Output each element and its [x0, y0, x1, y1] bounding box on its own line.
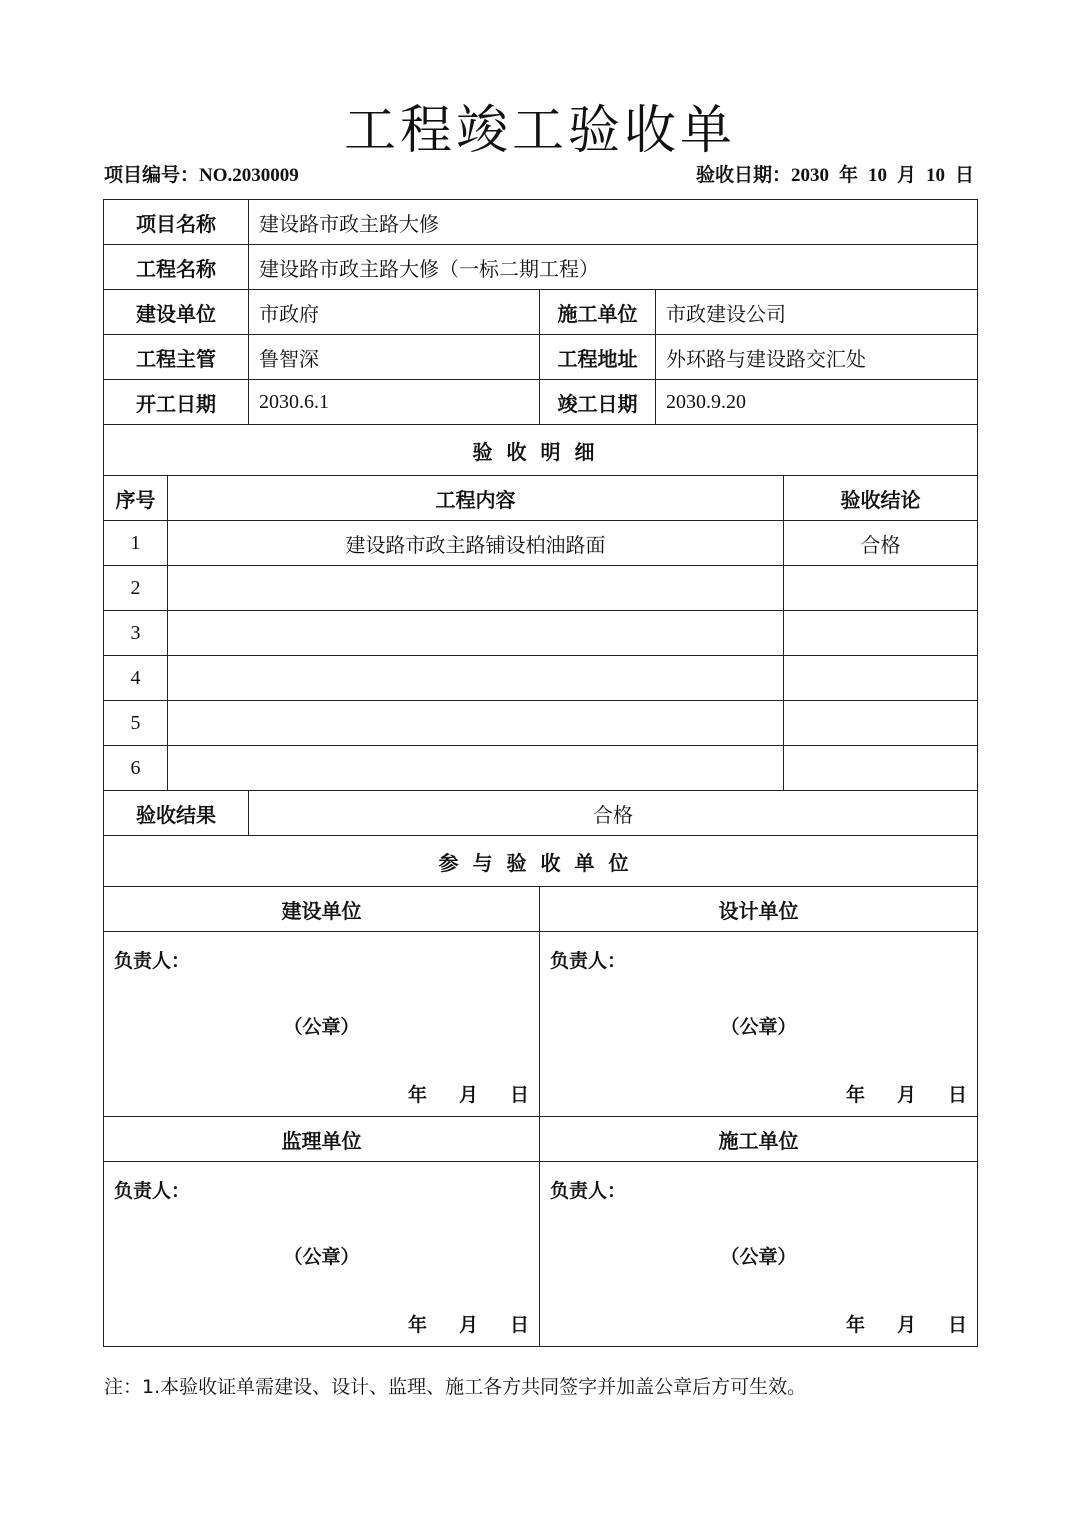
signature-box-supervisor	[104, 1162, 540, 1347]
project-name-value: 建设路市政主路大修	[249, 200, 978, 245]
signature-box-contractor	[540, 1162, 978, 1347]
unit-header-builder: 建设单位	[104, 887, 540, 932]
start-date-value: 2030.6.1	[249, 380, 540, 425]
table-row	[104, 701, 978, 746]
table-row	[104, 566, 978, 611]
manager-value: 鲁智深	[249, 335, 540, 380]
final-result-value: 合格	[249, 791, 978, 836]
row-number: 2	[104, 566, 168, 611]
row-result: 合格	[784, 521, 978, 566]
final-result-label: 验收结果	[104, 791, 249, 836]
row-result	[784, 656, 978, 701]
table-row	[104, 611, 978, 656]
signature-date	[376, 1080, 529, 1107]
builder-label: 建设单位	[104, 290, 249, 335]
month-unit: 月	[896, 164, 916, 186]
table-row	[104, 746, 978, 791]
acceptance-month: 10	[867, 165, 887, 186]
column-header-no: 序号	[104, 476, 168, 521]
details-section-title: 验收明细	[104, 425, 978, 476]
engineering-name-label: 工程名称	[104, 245, 249, 290]
date-year: 年	[407, 1084, 427, 1106]
units-row	[104, 290, 978, 335]
row-result	[784, 701, 978, 746]
date-year: 年	[407, 1314, 427, 1336]
seal-label: （公章）	[283, 1246, 360, 1268]
year-unit: 年	[838, 164, 858, 186]
signature-date	[814, 1310, 967, 1337]
footnote: 注：1.本验收证单需建设、设计、监理、施工各方共同签字并加盖公章后方可生效。	[104, 1376, 807, 1398]
row-content	[168, 746, 784, 791]
date-day: 日	[509, 1084, 529, 1106]
details-section-row	[104, 425, 978, 476]
row-number: 1	[104, 521, 168, 566]
date-day: 日	[947, 1084, 967, 1106]
acceptance-form-table	[103, 199, 978, 1347]
unit-header-supervisor: 监理单位	[104, 1117, 540, 1162]
column-header-result: 验收结论	[784, 476, 978, 521]
person-in-charge-label: 负责人：	[550, 950, 627, 972]
row-result	[784, 566, 978, 611]
acceptance-day: 10	[925, 165, 945, 186]
contractor-value: 市政建设公司	[656, 290, 978, 335]
table-row	[104, 656, 978, 701]
column-header-content: 工程内容	[168, 476, 784, 521]
end-date-label: 竣工日期	[540, 380, 656, 425]
address-value: 外环路与建设路交汇处	[656, 335, 978, 380]
acceptance-date	[696, 160, 974, 187]
manager-label: 工程主管	[104, 335, 249, 380]
row-content	[168, 701, 784, 746]
date-year: 年	[845, 1314, 865, 1336]
parties-section-title: 参与验收单位	[104, 836, 978, 887]
table-row	[104, 521, 978, 566]
row-content	[168, 656, 784, 701]
parties-header-row-1	[104, 887, 978, 932]
row-number: 4	[104, 656, 168, 701]
date-month: 月	[896, 1314, 916, 1336]
row-content: 建设路市政主路铺设柏油路面	[168, 521, 784, 566]
row-content	[168, 566, 784, 611]
project-name-label: 项目名称	[104, 200, 249, 245]
builder-value: 市政府	[249, 290, 540, 335]
signature-box-designer	[540, 932, 978, 1117]
seal-label: （公章）	[720, 1246, 797, 1268]
signature-date	[814, 1080, 967, 1107]
row-result	[784, 746, 978, 791]
acceptance-date-label: 验收日期：	[695, 164, 791, 186]
row-number: 3	[104, 611, 168, 656]
date-month: 月	[896, 1084, 916, 1106]
signature-row-1	[104, 932, 978, 1117]
row-content	[168, 611, 784, 656]
end-date-value: 2030.9.20	[656, 380, 978, 425]
unit-header-designer: 设计单位	[540, 887, 978, 932]
signature-box-builder	[104, 932, 540, 1117]
seal-label: （公章）	[720, 1016, 797, 1038]
manager-row	[104, 335, 978, 380]
day-unit: 日	[954, 164, 974, 186]
acceptance-year: 2030	[790, 165, 829, 186]
date-month: 月	[458, 1084, 478, 1106]
start-date-label: 开工日期	[104, 380, 249, 425]
engineering-name-value: 建设路市政主路大修（一标二期工程）	[249, 245, 978, 290]
person-in-charge-label: 负责人：	[114, 1180, 191, 1202]
project-number	[104, 160, 299, 187]
final-result-row	[104, 791, 978, 836]
project-number-label: 项目编号：	[104, 164, 200, 186]
project-number-value: NO.2030009	[199, 165, 299, 186]
parties-section-row	[104, 836, 978, 887]
date-year: 年	[845, 1084, 865, 1106]
dates-row	[104, 380, 978, 425]
row-number: 6	[104, 746, 168, 791]
seal-label: （公章）	[283, 1016, 360, 1038]
document-title: 工程竣工验收单	[343, 101, 736, 161]
date-month: 月	[458, 1314, 478, 1336]
date-day: 日	[947, 1314, 967, 1336]
date-day: 日	[509, 1314, 529, 1336]
row-result	[784, 611, 978, 656]
address-label: 工程地址	[540, 335, 656, 380]
parties-header-row-2	[104, 1117, 978, 1162]
unit-header-contractor: 施工单位	[540, 1117, 978, 1162]
person-in-charge-label: 负责人：	[550, 1180, 627, 1202]
person-in-charge-label: 负责人：	[114, 950, 191, 972]
contractor-label: 施工单位	[540, 290, 656, 335]
project-name-row	[104, 200, 978, 245]
row-number: 5	[104, 701, 168, 746]
details-header-row	[104, 476, 978, 521]
signature-row-2	[104, 1162, 978, 1347]
engineering-name-row	[104, 245, 978, 290]
signature-date	[376, 1310, 529, 1337]
